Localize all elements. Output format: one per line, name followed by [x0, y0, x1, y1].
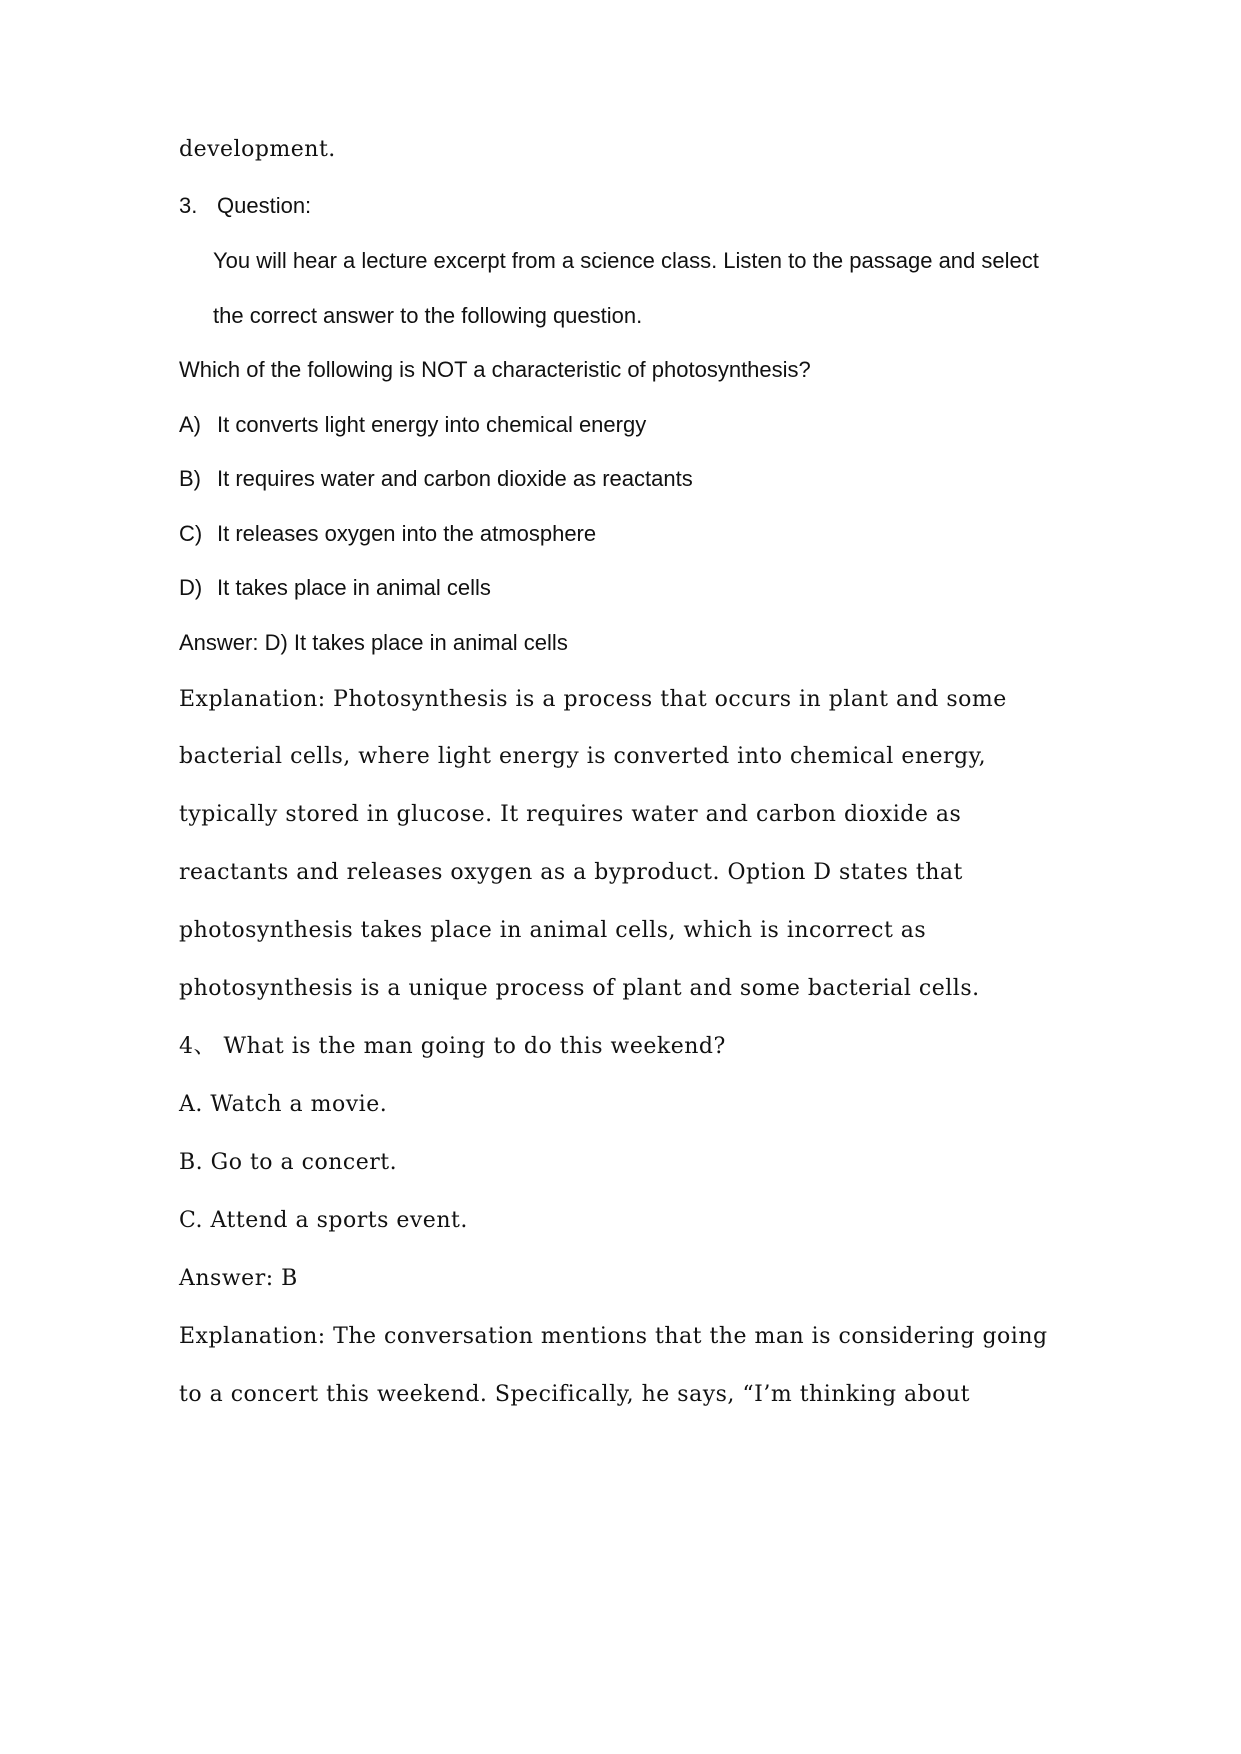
question-3-instruction-line-1: You will hear a lecture excerpt from a science class. Listen to the passage and select [213, 248, 1039, 273]
question-4-stem: 4、 What is the man going to do this weekend? [179, 1034, 726, 1059]
question-4-option-b: B. Go to a concert. [179, 1150, 398, 1175]
question-3-option-c [179, 523, 596, 545]
option-letter: A) [179, 412, 201, 437]
question-4-option-a: A. Watch a movie. [179, 1092, 388, 1117]
question-3-option-b [179, 468, 693, 490]
question-3-heading [179, 195, 311, 217]
question-3-stem: Which of the following is NOT a characteristic of photosynthesis? [179, 357, 811, 382]
option-text: It converts light energy into chemical energy [217, 412, 647, 437]
question-3-explanation-line-5: photosynthesis takes place in animal cells, which is incorrect as [179, 918, 927, 943]
question-4-option-c: C. Attend a sports event. [179, 1208, 468, 1233]
question-4-answer: Answer: B [179, 1266, 298, 1291]
option-letter: C) [179, 521, 203, 546]
question-3-instruction-line-2: the correct answer to the following question. [213, 303, 643, 328]
question-3-answer: Answer: D) It takes place in animal cells [179, 630, 568, 655]
question-3-option-d [179, 577, 491, 599]
option-text: It releases oxygen into the atmosphere [217, 521, 597, 546]
question-3-explanation-line-2: bacterial cells, where light energy is converted into chemical energy, [179, 744, 987, 769]
question-3-number: 3. [179, 193, 198, 218]
question-4-explanation-line-1: Explanation: The conversation mentions that the man is considering going [179, 1324, 1048, 1349]
question-3-option-a [179, 414, 646, 436]
question-3-explanation-line-4: reactants and releases oxygen as a byproduct. Option D states that [179, 860, 963, 885]
question-3-explanation-line-3: typically stored in glucose. It requires water and carbon dioxide as [179, 802, 962, 827]
option-letter: D) [179, 575, 203, 600]
previous-text-tail: development. [179, 137, 336, 162]
option-letter: B) [179, 466, 201, 491]
question-3-explanation-line-1: Explanation: Photosynthesis is a process that occurs in plant and some [179, 687, 1007, 712]
option-text: It requires water and carbon dioxide as reactants [217, 466, 693, 491]
question-3-label: Question: [217, 193, 312, 218]
option-text: It takes place in animal cells [217, 575, 491, 600]
question-4-explanation-line-2: to a concert this weekend. Specifically, he says, “I’m thinking about [179, 1382, 970, 1407]
question-3-explanation-line-6: photosynthesis is a unique process of plant and some bacterial cells. [179, 976, 980, 1001]
